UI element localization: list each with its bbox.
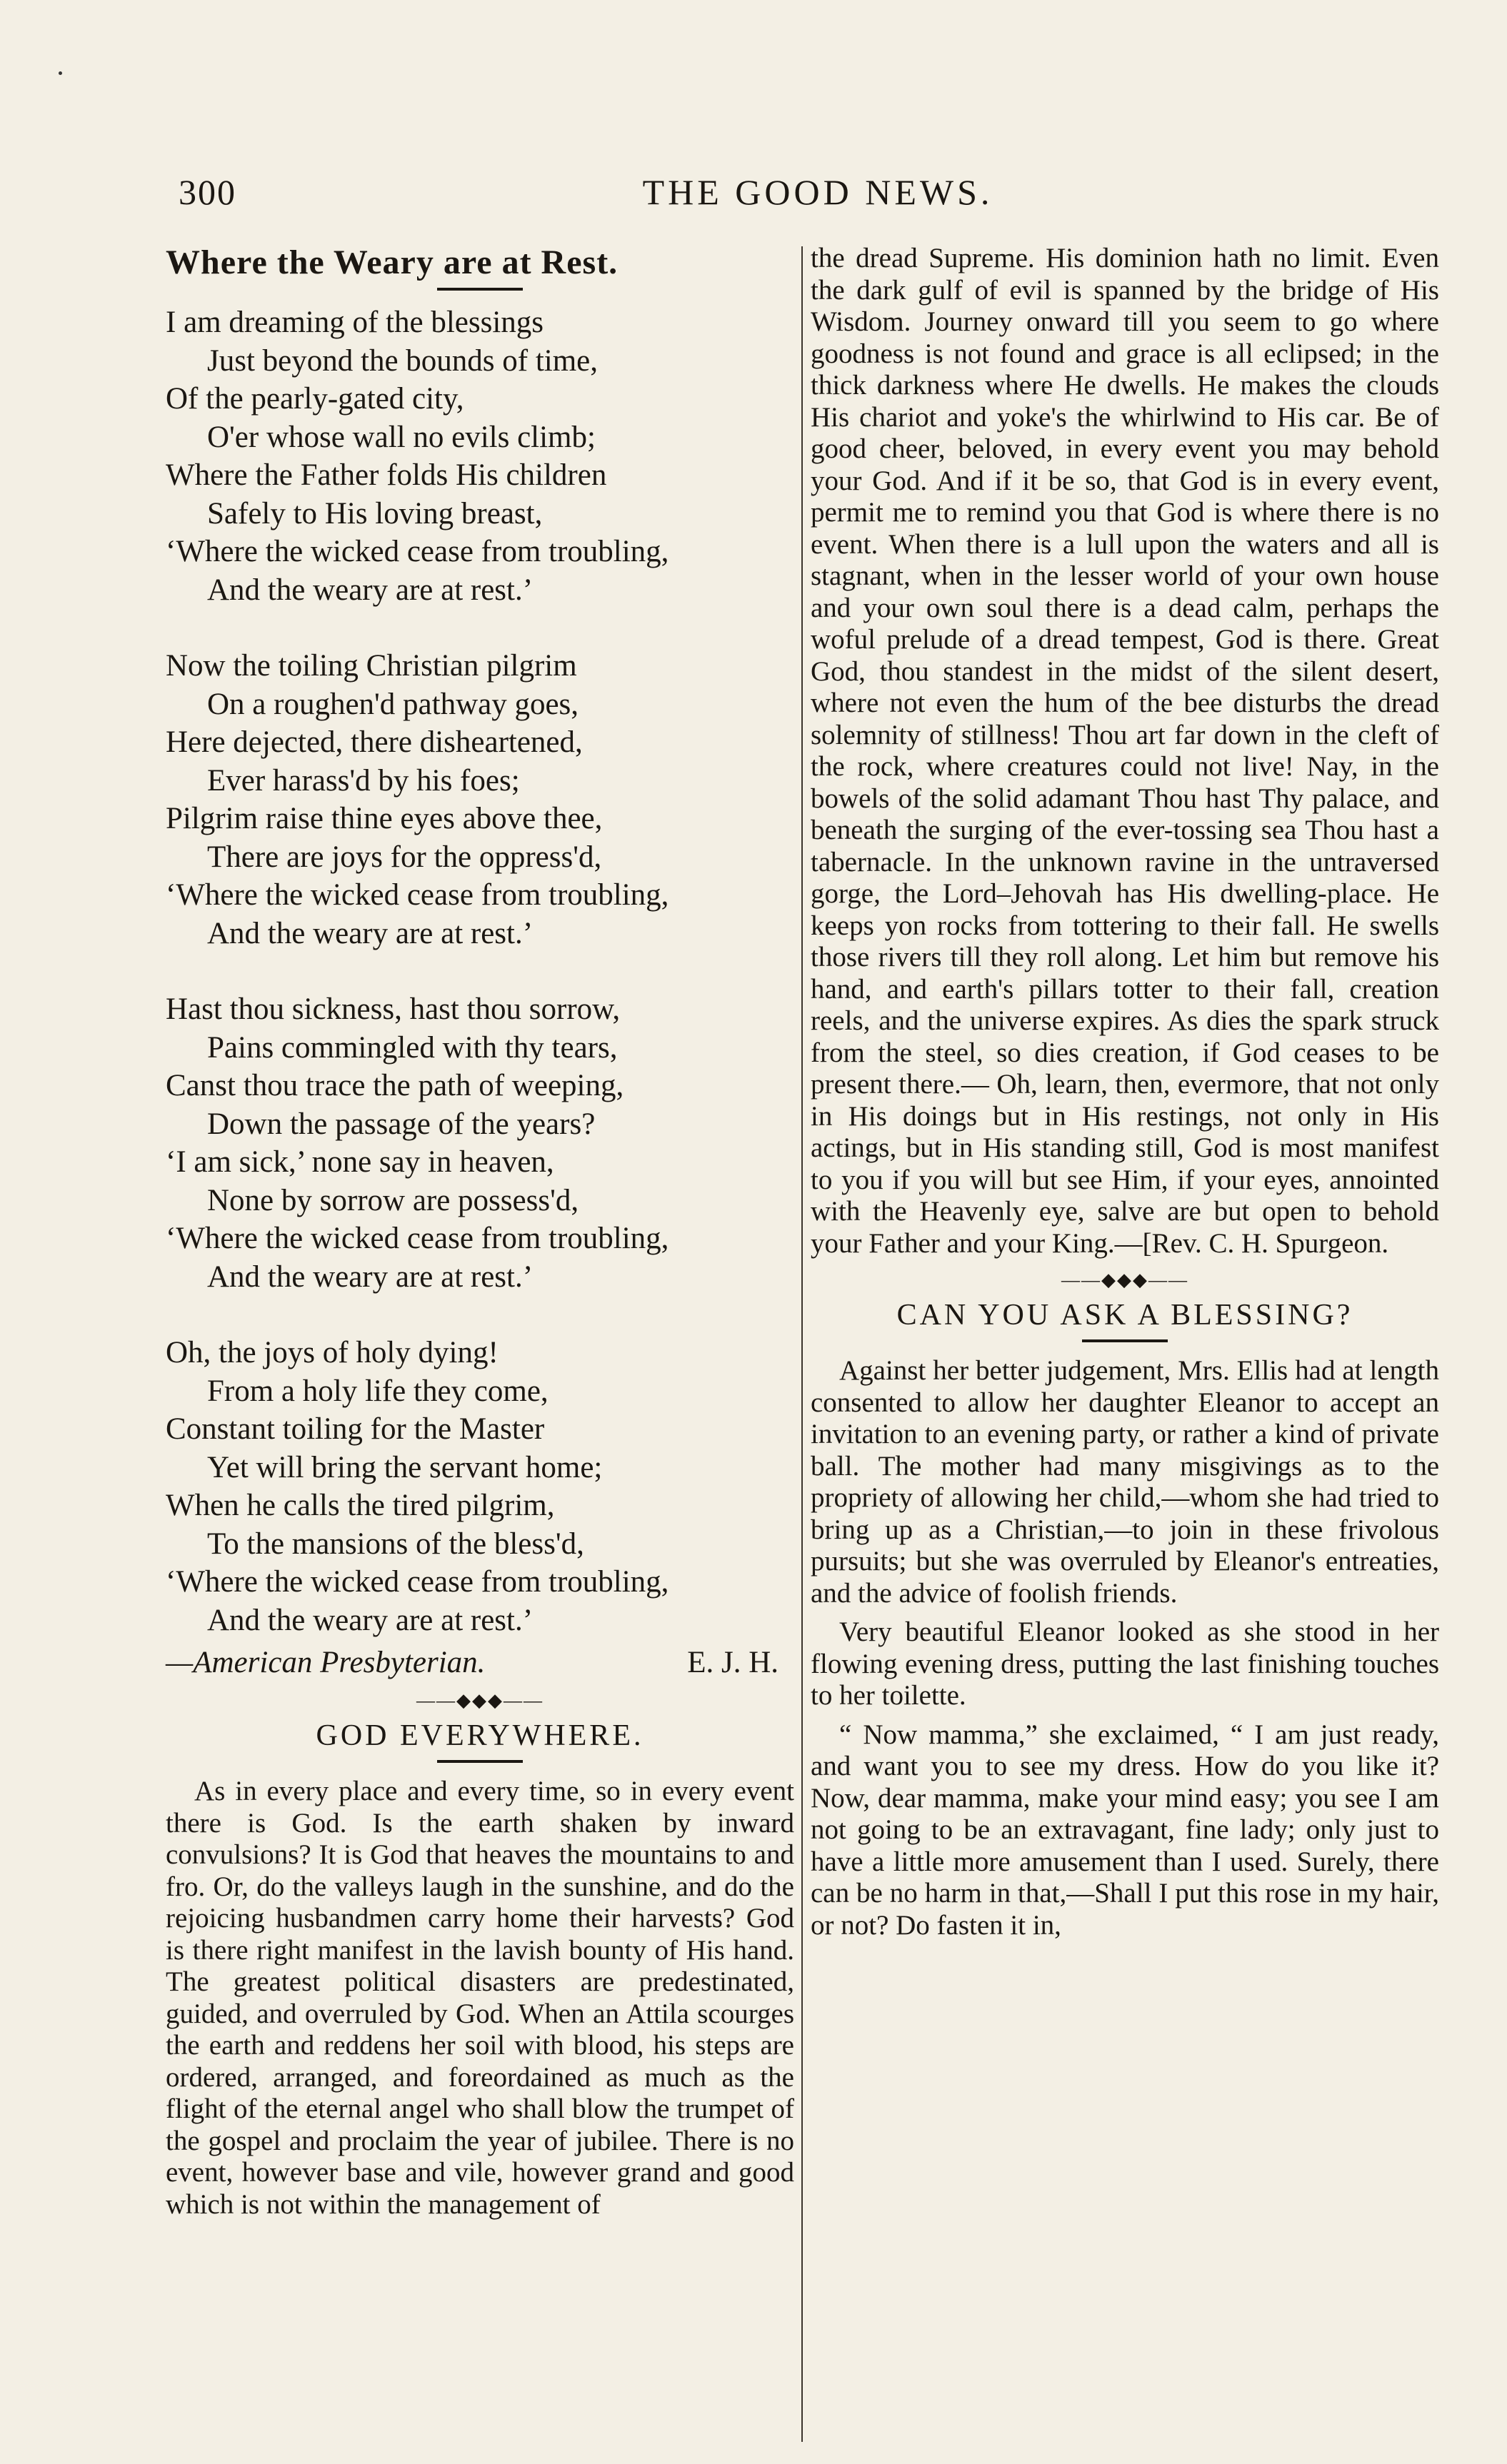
poem-line: Pilgrim raise thine eyes above thee,	[166, 802, 603, 835]
poem-attribution	[166, 1645, 794, 1680]
section-ornament: ——◆◆◆——	[1061, 1269, 1188, 1290]
right-column	[811, 243, 1439, 1941]
poem-stanza	[166, 990, 794, 1296]
poem-line: None by sorrow are possess'd,	[207, 1183, 579, 1217]
poem-source: —American Presbyterian.	[166, 1646, 486, 1679]
poem-line: ‘Where the wicked cease from troubling,	[166, 1565, 669, 1599]
poem-line: And the weary are at rest.’	[207, 916, 534, 950]
poem-line: Hast thou sickness, hast thou sorrow,	[166, 992, 621, 1026]
poem-line: And the weary are at rest.’	[207, 1603, 534, 1637]
poem-stanza	[166, 647, 794, 952]
article-title: CAN YOU ASK A BLESSING?	[896, 1299, 1353, 1332]
poem-line: And the weary are at rest.’	[207, 573, 534, 607]
poem-line: There are joys for the oppress'd,	[207, 840, 602, 874]
title-rule	[437, 1760, 523, 1763]
section-ornament: ——◆◆◆——	[416, 1690, 544, 1711]
poem-title: Where the Weary are at Rest.	[166, 243, 619, 281]
poem-line: Here dejected, there disheartened,	[166, 725, 583, 759]
poem-line: Now the toiling Christian pilgrim	[166, 649, 577, 683]
poem-line: Ever harass'd by his foes;	[207, 763, 520, 798]
poem-line: To the mansions of the bless'd,	[207, 1527, 584, 1561]
poem-line: Of the pearly-gated city,	[166, 382, 464, 416]
poem-stanza	[166, 303, 794, 609]
poem-body	[166, 303, 794, 1639]
poem-line: ‘Where the wicked cease from troubling,	[166, 878, 669, 912]
poem-line: Constant toiling for the Master	[166, 1412, 545, 1446]
page-speck	[59, 71, 62, 75]
title-rule	[437, 288, 523, 291]
poem-line: On a roughen'd pathway goes,	[207, 687, 579, 721]
poem-line: Yet will bring the servant home;	[207, 1450, 603, 1484]
running-title: THE GOOD NEWS.	[642, 172, 993, 212]
poem-initials: E. J. H.	[687, 1646, 778, 1679]
article-body-right	[811, 243, 1439, 1259]
poem-line: Safely to His loving breast,	[207, 496, 543, 530]
poem-line: Canst thou trace the path of weeping,	[166, 1069, 624, 1102]
poem-line: And the weary are at rest.’	[207, 1259, 534, 1294]
page-number: 300	[179, 172, 236, 212]
article-body	[811, 1355, 1439, 1941]
poem-stanza	[166, 1334, 794, 1639]
poem-line: ‘Where the wicked cease from troubling,	[166, 535, 669, 568]
article-paragraph: the dread Supreme. His dominion hath no limit. Even the dark gulf of evil is spanned by the bridge of His Wisdom. Journey onward till you seem to go where goodness is not found and grace is all eclipsed; in the thick darkness where He dwells. He makes the clouds His chariot and yoke's the whirlwind to His car. Be of good cheer, beloved, in every event you may behold your God. And if it be so, that God is in every event, permit me to remind you that God is where there is no event. When there is a lull upon the waters and all is stagnant, when in the lesser world of your own house and your own soul there is a dead calm, perhaps the woful prelude of a dread tempest, God is there. Great God, thou standest in the midst of the silent desert, where not even the hum of the bee disturbs the dread solemnity of stillness! Thou art far down in the cleft of the rock, where creatures could not live! Nay, in the bowels of the solid adamant Thou hast Thy palace, and beneath the surging of the ever-tossing sea Thou hast a tabernacle. In the unknown ravine in the untraversed gorge, the Lord–Jehovah has His dwelling-place. He keeps yon rocks from tottering to their fall. He swells those rivers till they roll along. Let him but remove his hand, and earth's pillars totter to their fall, creation reels, and the universe expires. As dies the spark struck from the steel, so dies creation, if God ceases to be present there.— Oh, learn, then, evermore, that not only in His doings but in His restings, not only in His actings, but in His standing still, God is most manifest to you if you will but see Him, if your eyes, annointed with the Heavenly eye, salve are but open to behold your Father and your King.—[Rev. C. H. Spurgeon.	[811, 243, 1439, 1259]
poem-line: I am dreaming of the blessings	[166, 306, 544, 339]
poem-line: Pains commingled with thy tears,	[207, 1030, 618, 1065]
column-divider	[801, 246, 803, 2442]
poem-line: Oh, the joys of holy dying!	[166, 1336, 499, 1369]
poem-line: O'er whose wall no evils climb;	[207, 420, 596, 454]
poem-line: When he calls the tired pilgrim,	[166, 1489, 555, 1522]
running-header	[179, 171, 1457, 221]
poem-line: Where the Father folds His children	[166, 458, 607, 492]
poem-line: Down the passage of the years?	[207, 1107, 596, 1141]
poem-line: Just beyond the bounds of time,	[207, 343, 599, 378]
left-column	[166, 243, 794, 2221]
article-paragraph: Very beautiful Eleanor looked as she stood in her flowing evening dress, putting the last finishing touches to her toilette.	[811, 1616, 1439, 1711]
poem-line: ‘Where the wicked cease from troubling,	[166, 1222, 669, 1255]
title-rule	[1082, 1339, 1168, 1342]
article-paragraph: “ Now mamma,” she exclaimed, “ I am just ready, and want you to see my dress. How do you like it? Now, dear mamma, make your mind easy; you see I am not going to be an extravagant, fine lady; only just to have a little more amusement than I used. Surely, there can be no harm in that,—Shall I put this rose in my hair, or not? Do fasten it in,	[811, 1719, 1439, 1941]
article-body-left	[166, 1776, 794, 2221]
poem-line: ‘I am sick,’ none say in heaven,	[166, 1145, 554, 1179]
article-paragraph: Against her better judgement, Mrs. Ellis had at length consented to allow her daughter Eleanor to accept an invitation to an evening party, or rather a kind of private ball. The mother had many misgivings as to the propriety of allowing her child,—whom she had tried to bring up as a Christian,—to join in these frivolous pursuits; but she was overruled by Eleanor's entreaties, and the advice of foolish friends.	[811, 1355, 1439, 1609]
article-title: GOD EVERYWHERE.	[316, 1719, 644, 1752]
poem-line: From a holy life they come,	[207, 1374, 549, 1408]
article-paragraph: As in every place and every time, so in every event there is God. Is the earth shaken by inward convulsions? It is God that heaves the mountains to and fro. Or, do the valleys laugh in the sunshine, and do the rejoicing husbandmen carry home their harvests? God is there right manifest in the lavish bounty of His hand. The greatest political disasters are predestinated, guided, and overruled by God. When an Attila scourges the earth and reddens her soil with blood, his steps are ordered, arranged, and foreordained as much as the flight of the eternal angel who shall blow the trumpet of the gospel and proclaim the year of jubilee. There is no event, however base and vile, however grand and good which is not within the management of	[166, 1776, 794, 2220]
